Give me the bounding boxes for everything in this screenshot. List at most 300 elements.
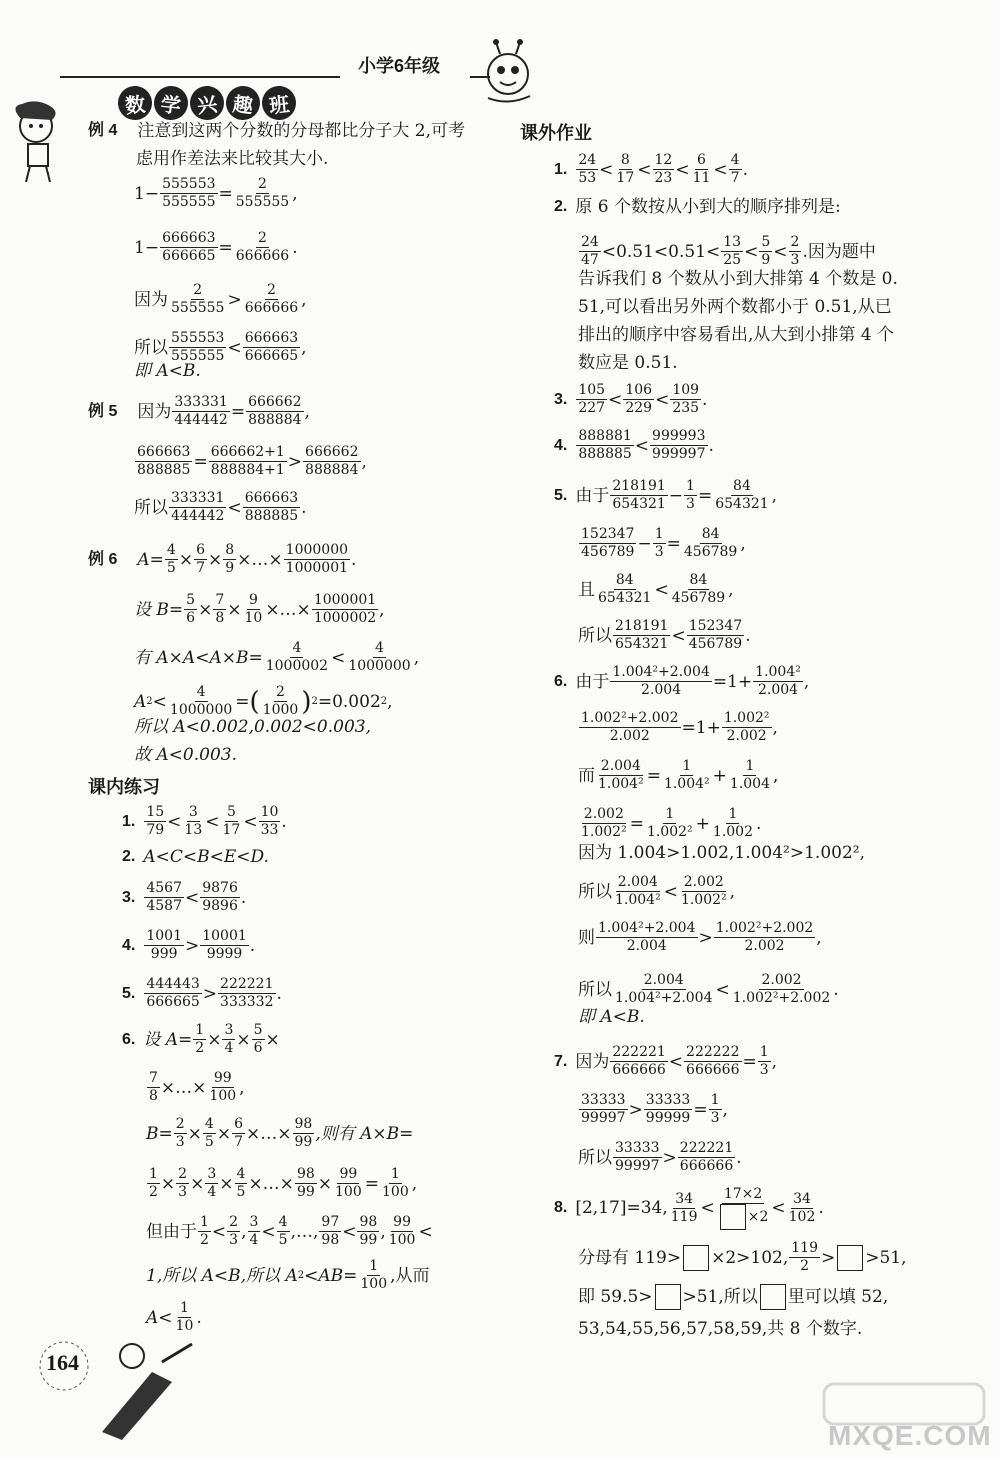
fraction: [691, 152, 713, 187]
text-line: [578, 1006, 645, 1028]
item-number: 6.: [554, 672, 568, 690]
op: =: [666, 533, 681, 554]
fraction: [312, 592, 378, 627]
text-line: [578, 296, 892, 318]
op: ,: [729, 881, 736, 902]
numerator: 1: [195, 1022, 205, 1038]
denominator: 4: [207, 1184, 217, 1200]
denominator: 13: [184, 822, 203, 838]
denominator: 1000002: [313, 610, 377, 626]
denominator: 6: [253, 1040, 263, 1056]
denominator: 999: [150, 946, 178, 962]
text: 则: [578, 927, 595, 948]
numerator: 1: [710, 1092, 720, 1108]
formula: [146, 1300, 202, 1335]
numerator: 2: [790, 234, 800, 250]
denominator: 102: [788, 1208, 816, 1225]
text: 分母有 119>: [578, 1247, 682, 1268]
op: ,: [722, 1099, 728, 1120]
fraction: [679, 874, 729, 909]
numerator: 152347: [581, 526, 635, 542]
op: ,: [771, 1051, 778, 1072]
denominator: 11: [692, 170, 711, 186]
formula: [146, 1258, 430, 1293]
op: ,: [771, 485, 778, 506]
denominator: 666665: [244, 348, 299, 364]
formula: [134, 176, 298, 211]
op: ×…×: [246, 1123, 292, 1144]
book-title-char: 学: [152, 84, 189, 121]
fraction: [684, 478, 697, 513]
numerator: 4: [204, 1116, 214, 1132]
practice-item-4: [122, 928, 255, 963]
text: 即 A<B.: [578, 1007, 645, 1027]
numerator: 3: [249, 1214, 259, 1230]
denominator: 100: [388, 1232, 416, 1248]
text: 所以: [578, 881, 612, 902]
superscript: 2: [297, 1269, 305, 1281]
op: <: [184, 887, 200, 908]
op: =: [230, 401, 246, 422]
formula: [578, 1240, 907, 1275]
homework-item-8: 8. [2,17]=34, $\frac{34}{119}$ < $\frac{17\times 2}{\times 2}$ < $\frac{34}{102}$ .: [554, 1186, 824, 1230]
formula: $\frac{24}{47}$ <0.51<0.51< $\frac{13}{25}$ < $\frac{5}{9}$ < $\frac{2}{3}$ .因为题中: [581, 234, 876, 268]
fraction: [234, 230, 291, 265]
item-number: 4.: [122, 936, 136, 954]
book-title-char: 数: [116, 84, 153, 121]
denominator: 99: [294, 1134, 313, 1150]
text: 所以: [578, 979, 612, 1000]
denominator: 444442: [174, 412, 228, 428]
op: <: [675, 159, 690, 180]
fraction: [650, 428, 707, 463]
op: ×…×: [237, 549, 283, 570]
fraction: [579, 1092, 628, 1127]
fraction: [261, 684, 301, 719]
numerator: 7: [149, 1070, 158, 1086]
denominator: 99997: [615, 1158, 660, 1174]
text: ×2: [747, 1209, 769, 1225]
numerator: 4: [278, 1214, 288, 1230]
fraction: [758, 1044, 771, 1079]
numerator: 2.004: [643, 972, 684, 988]
homework-item-2: [554, 196, 841, 218]
fraction: [223, 542, 236, 577]
op: ×: [265, 1029, 280, 1050]
numerator: 2.002: [761, 972, 802, 988]
denominator: 100: [382, 1184, 409, 1200]
text: 有 A×A<A×B=: [134, 647, 263, 668]
numerator: 1: [745, 758, 755, 774]
section-title: 课内练习: [88, 777, 160, 797]
fraction: [147, 1070, 160, 1105]
denominator: 7: [730, 170, 740, 186]
op: .: [742, 159, 748, 180]
fraction: [160, 230, 217, 265]
numerator: 15: [146, 804, 165, 820]
numerator: 84: [733, 478, 751, 494]
formula: 则 $\frac{\text{1.004²+2.004}}{2.004}$ > $\frac{\text{1.002²+2.002}}{2.002}$ ,: [578, 920, 822, 954]
numerator: 34: [675, 1190, 694, 1207]
denominator: 666666: [244, 300, 299, 316]
numerator: 84: [701, 526, 720, 542]
op: .: [240, 887, 247, 908]
denominator: 456789: [683, 544, 738, 560]
numerator: 4: [292, 640, 302, 656]
fraction: [576, 152, 598, 187]
text: 因为: [575, 1051, 610, 1072]
denominator: 99999: [645, 1110, 691, 1126]
numerator: 1: [149, 1166, 158, 1182]
fraction: [198, 1214, 211, 1249]
numerator: 6: [697, 152, 706, 168]
numerator: 1001: [146, 928, 182, 944]
numerator: 1000000: [285, 542, 349, 558]
fraction: [682, 526, 739, 561]
denominator: 666665: [146, 994, 200, 1010]
formula: [134, 230, 298, 265]
fraction: [614, 152, 636, 187]
watermark-text: MXQE.COM: [828, 1420, 992, 1451]
numerator: 106: [625, 382, 653, 398]
text: 设 B=: [134, 599, 184, 620]
item-number: 7.: [554, 1052, 568, 1070]
fraction: [662, 758, 712, 793]
denominator: 666666: [235, 248, 290, 264]
text: 所以 A<0.002,0.002<0.003,: [134, 717, 371, 737]
numerator: 1.004²+2.004: [612, 664, 710, 680]
numerator: 4: [236, 1166, 246, 1182]
denominator: 229: [625, 400, 653, 416]
fraction: [579, 710, 681, 745]
denominator: 25: [723, 252, 742, 268]
text: 数应是 0.51.: [578, 353, 678, 373]
fraction: [144, 928, 184, 963]
fraction: [713, 478, 770, 513]
denominator: 654321: [598, 590, 652, 606]
numerator: 1: [686, 478, 695, 494]
denominator: 666665: [162, 248, 216, 264]
denominator: 99: [296, 1184, 315, 1200]
fraction: [787, 1191, 818, 1226]
text: 排出的顺序中容易看出,从大到小排第 4 个: [578, 325, 895, 345]
numerator: 13: [723, 234, 742, 250]
formula: 但由于 $\frac{1}{2}$ < $\frac{2}{3}$ , $\frac{3}{4}$ < $\frac{4}{5}$ ,…, $\frac{97}{98}$ < $\frac{98}{99}$ , $\frac{99}{100}$ <: [146, 1214, 433, 1248]
homework-item-7: 7. 因为 $\frac{222221}{666666}$ < $\frac{222222}{666666}$ = $\frac{1}{3}$ ,: [554, 1044, 778, 1078]
formula: B= $\frac{2}{3}$ × $\frac{4}{5}$ × $\frac{6}{7}$ ×…× $\frac{98}{99}$ ,则有 A×B=: [146, 1116, 414, 1150]
text: 里可以填 52,: [787, 1287, 889, 1307]
practice-item-5: [122, 976, 282, 1011]
denominator: 79: [146, 822, 165, 838]
op: ,: [292, 183, 298, 204]
numerator: 3: [224, 1022, 234, 1038]
formula: 所以 $\frac{2.004}{\text{1.004²}}$ < $\frac{2.002}{\text{1.002²}}$ ,: [578, 874, 736, 908]
text: 设 A=: [143, 1029, 193, 1050]
formula: [134, 490, 307, 525]
conclusion: [134, 360, 201, 382]
denominator: 555555: [235, 194, 290, 210]
denominator: 100: [209, 1088, 237, 1104]
fraction: [653, 526, 666, 561]
text: 所以: [134, 497, 168, 518]
formula: [578, 1284, 888, 1310]
op: ,: [301, 337, 307, 358]
fraction: [303, 444, 360, 479]
denominator: 227: [578, 400, 606, 416]
fraction: [579, 526, 636, 561]
fraction: [380, 1166, 411, 1201]
op: ,: [411, 1173, 418, 1194]
op: .: [276, 983, 282, 1004]
numerator: 1: [179, 1300, 189, 1316]
denominator: 2.004: [757, 682, 799, 698]
denominator: 1000000: [169, 702, 233, 718]
denominator: 333332: [220, 994, 274, 1010]
numerator: 99: [393, 1214, 411, 1230]
numerator: 1.004²+2.004: [598, 920, 696, 936]
formula: 所以 $\frac{2.004}{\text{1.004²+2.004}}$ < $\frac{2.002}{\text{1.002²+2.002}}$ .: [578, 972, 839, 1006]
text-line: [134, 744, 237, 766]
op: .: [292, 237, 298, 258]
denominator: 3: [175, 1134, 185, 1150]
homework-item-5: [554, 478, 777, 513]
fraction: [579, 806, 629, 841]
numerator: 666663: [162, 230, 216, 246]
numerator: 5: [186, 592, 196, 608]
numerator: 9: [248, 592, 258, 608]
numerator: 98: [296, 1166, 315, 1182]
formula: 所以 $\frac{33333}{99997}$ > $\frac{222221}{666666}$ .: [578, 1140, 742, 1174]
numerator: 6: [234, 1116, 244, 1132]
op: ,: [728, 579, 734, 600]
fraction: [246, 394, 303, 429]
numerator: 97: [321, 1214, 340, 1230]
numerator: 218191: [612, 478, 666, 494]
text: 所以: [578, 1147, 612, 1168]
numerator: 222221: [679, 1140, 734, 1156]
text: 由于: [575, 671, 610, 692]
numerator: 152347: [688, 618, 743, 634]
text: <AB=: [304, 1265, 358, 1286]
item-number: 2.: [122, 848, 136, 865]
op: +: [695, 813, 710, 834]
denominator: 888885: [578, 446, 632, 462]
text: 51,可以看出另外两个数都小于 0.51,从已: [578, 297, 892, 317]
text: ,从而: [390, 1265, 430, 1286]
numerator: 2: [229, 1214, 239, 1230]
denominator: 53: [578, 170, 597, 186]
denominator: 5: [166, 560, 176, 576]
fraction: [165, 542, 178, 577]
item-number: 6.: [122, 1030, 136, 1048]
text: 1,所以 A<B,所以 A: [146, 1265, 298, 1286]
fraction: [234, 176, 291, 211]
op: =: [218, 183, 233, 204]
numerator: 2: [178, 1166, 188, 1182]
op: <: [713, 159, 728, 180]
fraction: [174, 1300, 196, 1335]
denominator: 3: [654, 544, 664, 560]
denominator: 654321: [612, 496, 666, 512]
numerator: 10: [260, 804, 279, 820]
numerator: 1: [665, 806, 675, 822]
text-line: [578, 324, 894, 346]
op: .: [301, 497, 307, 518]
superscript: 2: [311, 695, 318, 707]
fraction: [248, 1214, 261, 1249]
grade-label: 小学6年级: [358, 56, 441, 76]
denominator: 98: [321, 1232, 340, 1248]
op: <: [331, 647, 346, 668]
fraction: [242, 592, 264, 627]
example-4-line-2: [136, 148, 328, 170]
op: .: [818, 1198, 824, 1218]
denominator: 2: [800, 1258, 810, 1274]
denominator: 999997: [652, 446, 706, 462]
denominator: 555555: [162, 194, 216, 210]
denominator: 5: [278, 1232, 288, 1248]
numerator: 4567: [146, 880, 182, 896]
fraction: [716, 1186, 771, 1230]
text: 虑用作差法来比较其大小.: [136, 149, 329, 169]
numerator: 2: [258, 230, 267, 246]
numerator: 333331: [174, 394, 228, 410]
op: >: [227, 289, 242, 310]
formula: 且 $\frac{84}{654321}$ < $\frac{84}{456789}$ ,: [578, 572, 734, 606]
text-line: [578, 1318, 862, 1340]
page-number: 164: [46, 1350, 79, 1375]
op: ,: [413, 647, 420, 668]
text: 告诉我们 8 个数从小到大排第 4 个数是 0.: [578, 269, 898, 289]
denominator: 119: [670, 1208, 698, 1225]
denominator: 654321: [615, 636, 669, 652]
practice-item-3: [122, 880, 246, 915]
denominator: 8: [215, 610, 225, 626]
fraction: [789, 1240, 820, 1275]
denominator: 456789: [688, 636, 743, 652]
text: 故 A<0.003.: [134, 745, 237, 765]
denominator: 99997: [581, 1110, 626, 1126]
denominator: 888885: [137, 462, 191, 478]
numerator: 17×2: [723, 1186, 763, 1202]
fraction: [172, 394, 229, 429]
denominator: 8: [149, 1088, 158, 1104]
fraction: [596, 920, 698, 955]
homework-item-6: [554, 664, 809, 699]
numerator: 9876: [202, 880, 238, 896]
fraction: [205, 1166, 218, 1201]
fraction: [721, 234, 743, 269]
denominator: 666666: [686, 1062, 740, 1078]
text: 53,54,55,56,57,58,59,共 8 个数字.: [578, 1319, 863, 1339]
denominator: 1.002²: [581, 824, 627, 840]
numerator: 5: [761, 234, 771, 250]
numerator: 5: [226, 804, 236, 820]
fraction: [221, 804, 243, 839]
numerator: 84: [689, 572, 708, 588]
example-4-line-1: [88, 120, 465, 142]
item-number: 1.: [554, 160, 568, 178]
text: 且: [578, 579, 595, 600]
denominator: 1.004²: [615, 892, 661, 908]
numerator: 24: [578, 152, 597, 168]
op: .: [736, 1147, 742, 1168]
numerator: 109: [672, 382, 700, 398]
formula: [134, 640, 419, 675]
denominator: 2.002: [726, 728, 767, 744]
numerator: 3: [188, 804, 198, 820]
denominator: 235: [672, 400, 700, 416]
example-label: 例 6: [88, 550, 118, 568]
numerator: 7: [215, 592, 225, 608]
numerator: 2.002: [583, 806, 624, 822]
section-title-classroom: [88, 776, 160, 798]
op: =: [193, 451, 208, 472]
fraction: [670, 572, 727, 607]
numerator: 2: [258, 176, 267, 192]
op: >: [202, 983, 218, 1004]
numerator: 6: [196, 542, 205, 558]
op: ,: [361, 451, 367, 472]
text: A: [134, 691, 147, 712]
denominator: 10: [175, 1318, 194, 1334]
formula: [134, 282, 307, 317]
op: <: [418, 1221, 433, 1242]
text: 而: [578, 765, 595, 786]
formula: 所以 $\frac{218191}{654321}$ < $\frac{152347}{456789}$ .: [578, 618, 751, 652]
op: <: [152, 691, 167, 712]
text: ,则有 A×B=: [315, 1123, 414, 1144]
item-number: 8.: [554, 1199, 568, 1216]
numerator: 2: [193, 282, 203, 298]
denominator: 1.002: [712, 824, 753, 840]
denominator: 9: [761, 252, 771, 268]
fraction: [259, 804, 281, 839]
fraction: [729, 152, 742, 187]
text: 由于: [575, 485, 610, 506]
formula: $\frac{2.002}{\text{1.002²}}$ = $\frac{1}{\text{1.002²}}$ + $\frac{1}{1.002}$ .: [581, 806, 762, 840]
practice-item-2: [122, 846, 269, 868]
text: =1+: [712, 671, 753, 692]
op: −: [637, 533, 652, 554]
denominator: 4: [224, 1040, 234, 1056]
numerator: 1: [759, 1044, 769, 1060]
example-6-line-1: 例 6 A= $\frac{4}{5}$ × $\frac{6}{7}$ × $\frac{8}{9}$ ×…× $\frac{1000000}{1000001}$ .: [88, 542, 357, 576]
fraction: [645, 806, 695, 841]
numerator: 1000001: [313, 592, 377, 608]
denominator: 33: [260, 822, 279, 838]
practice-item-1: [122, 804, 287, 839]
op: ,: [772, 717, 778, 738]
denominator: 888885: [244, 508, 299, 524]
boy-rocket-cartoon-icon: [92, 1332, 202, 1442]
practice-item-6: [122, 1022, 280, 1057]
header-rule: [60, 76, 340, 79]
numerator: 1: [682, 758, 692, 774]
fraction: [613, 972, 715, 1007]
fraction: [209, 444, 287, 479]
fraction: [670, 382, 701, 417]
text-line: [578, 268, 898, 290]
text: 注意到这两个分数的分母都比分子大 2,可考: [137, 121, 465, 141]
fraction: [789, 234, 802, 269]
formula: [146, 1070, 245, 1105]
numerator: 1.002²+2.002: [581, 710, 679, 726]
op: <: [205, 811, 220, 832]
fraction: [184, 592, 197, 627]
fraction: [264, 640, 330, 675]
numerator: 666663: [137, 444, 191, 460]
